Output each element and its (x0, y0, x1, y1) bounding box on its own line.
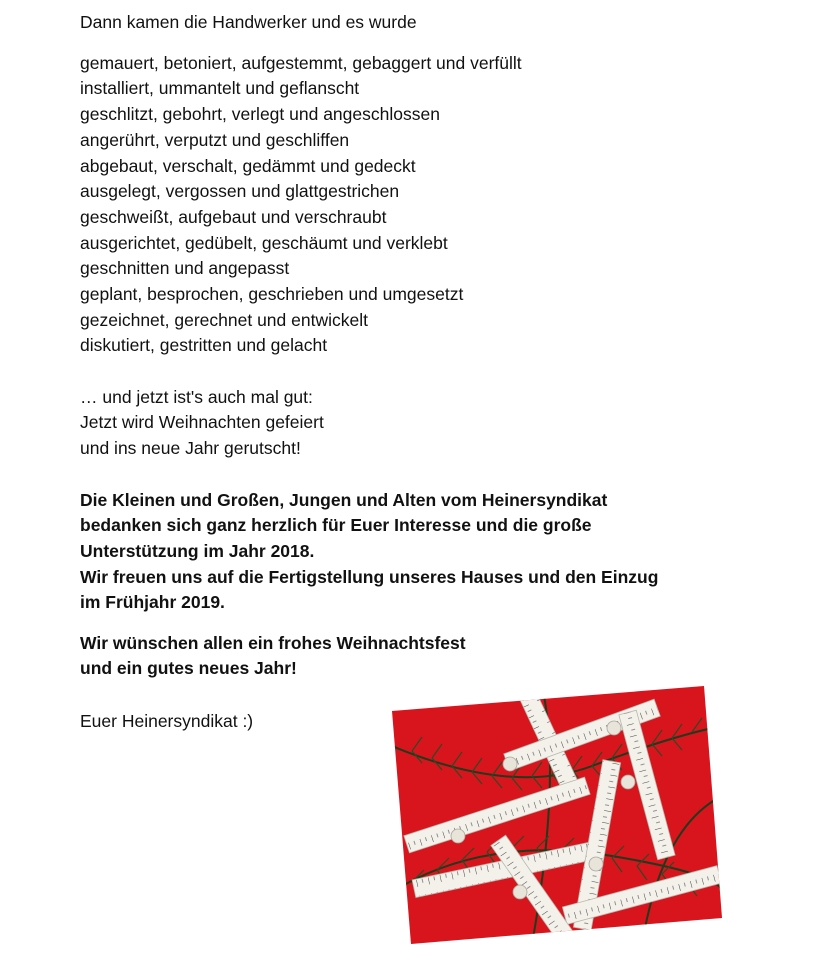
verse-line: diskutiert, gestritten und gelacht (80, 335, 328, 355)
verse-line: gezeichnet, gerechnet und entwickelt (80, 310, 368, 330)
thanks-line: im Frühjahr 2019. (80, 592, 225, 612)
closing-line: und ins neue Jahr gerutscht! (80, 438, 301, 458)
verse-line: gemauert, betoniert, aufgestemmt, gebaggert und verfüllt (80, 53, 522, 73)
verse-line: angerührt, verputzt und geschliffen (80, 130, 350, 150)
closing-line: … und jetzt ist's auch mal gut: (80, 387, 313, 407)
red-background (392, 686, 722, 944)
thanks-line: Die Kleinen und Großen, Jungen und Alten vom Heinersyndikat (80, 490, 608, 510)
verse-line: ausgelegt, vergossen und glattgestrichen (80, 181, 400, 201)
verse-line: ausgerichtet, gedübelt, geschäumt und verklebt (80, 233, 448, 253)
folding-rulers-on-fir-branches-image (392, 686, 722, 944)
thanks-line: bedanken sich ganz herzlich für Euer Interesse und die große (80, 515, 592, 535)
thanks-line: Wir freuen uns auf die Fertigstellung unseres Hauses und den Einzug (80, 567, 659, 587)
verse-line: geschweißt, aufgebaut und verschraubt (80, 207, 387, 227)
verse-line: geplant, besprochen, geschrieben und umgesetzt (80, 284, 464, 304)
verse-line: geschlitzt, gebohrt, verlegt und angeschlossen (80, 104, 440, 124)
intro-line: Dann kamen die Handwerker und es wurde (80, 12, 417, 32)
verse-line: abgebaut, verschalt, gedämmt und gedeckt (80, 156, 416, 176)
signature: Euer Heinersyndikat :) (80, 711, 254, 731)
verse-line: geschnitten und angepasst (80, 258, 290, 278)
thanks-line: Unterstützung im Jahr 2018. (80, 541, 315, 561)
wishes-line: und ein gutes neues Jahr! (80, 658, 297, 678)
wishes-line: Wir wünschen allen ein frohes Weihnachtsfest (80, 633, 466, 653)
closing-line: Jetzt wird Weihnachten gefeiert (80, 412, 324, 432)
verse-line: installiert, ummantelt und geflanscht (80, 78, 360, 98)
